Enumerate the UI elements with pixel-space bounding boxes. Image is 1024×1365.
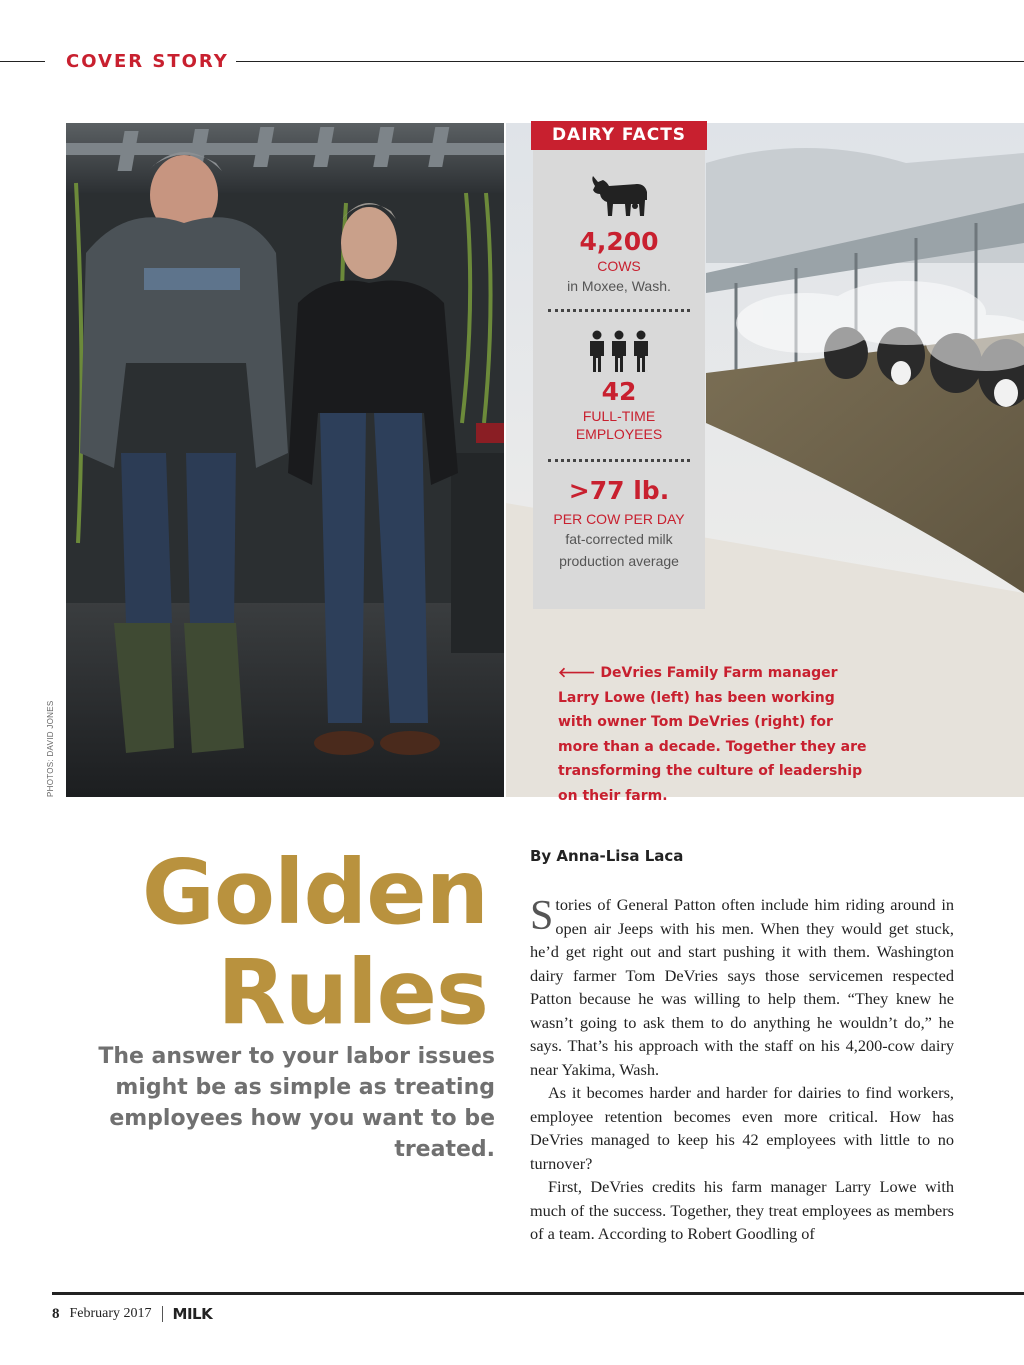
fact-milk-sub-line2: production average xyxy=(559,553,679,569)
fact-milk-sub-line1: fat-corrected milk xyxy=(565,531,673,547)
fact-employees-number: 42 xyxy=(601,377,637,406)
fact-cows-unit: COWS xyxy=(597,258,641,274)
article-title xyxy=(60,842,488,1042)
paragraph xyxy=(530,893,954,1081)
dairy-facts-box xyxy=(533,121,705,609)
article-body xyxy=(530,893,954,1246)
farmers-photo-illustration xyxy=(66,123,504,797)
fact-cows-number: 4,200 xyxy=(579,227,659,256)
page-number: 8 xyxy=(52,1305,60,1322)
header-rule-left xyxy=(0,61,45,62)
issue-date: February 2017 xyxy=(69,1306,152,1321)
people-icon xyxy=(586,330,652,372)
dairy-facts-title: DAIRY FACTS xyxy=(531,121,707,150)
fact-milk-unit: PER COW PER DAY xyxy=(553,511,685,527)
byline: By Anna-Lisa Laca xyxy=(530,847,684,865)
fact-cows-location: in Moxee, Wash. xyxy=(567,278,671,294)
section-label: COVER STORY xyxy=(66,51,229,72)
title-line-1: Golden xyxy=(141,840,488,944)
paragraph-text: tories of General Patton often include him riding around in open air Jeeps with his men. When they would get stuck, he’d get right out and start pushing it with them. Washington dairy farmer Tom DeVries says those servicemen respected Patton because he was willing to help them. “They knew he wasn’t going to ask them to do anything he wouldn’t do,” he says. That’s his approach with the staff on his 4,200-cow dairy near Yakima, Wash. xyxy=(530,895,954,1079)
fact-employees-unit-line1: FULL-TIME xyxy=(582,408,656,424)
header-rule-right xyxy=(236,61,1024,62)
cow-icon xyxy=(587,170,651,220)
title-line-2: Rules xyxy=(217,940,488,1044)
photo-credit: PHOTOS: DAVID JONES xyxy=(46,700,55,797)
article-deck: The answer to your labor issues might be as simple as treating employees how you want to be treated. xyxy=(98,1044,495,1162)
drop-cap: S xyxy=(530,893,554,939)
photo-caption xyxy=(558,661,868,808)
arrow-left-icon: 🡐 xyxy=(558,665,596,681)
caption-text: DeVries Family Farm manager Larry Lowe (left) has been working with owner Tom DeVries (right) for more than a decade. Together they are transforming the culture of leadership on their farm. xyxy=(558,665,867,804)
photo-farmers xyxy=(66,123,504,797)
magazine-name: MILK xyxy=(172,1305,213,1323)
fact-milk-number: >77 lb. xyxy=(568,476,670,505)
fact-employees-unit-line2: EMPLOYEES xyxy=(575,426,663,442)
paragraph: As it becomes harder and harder for dairies to find workers, employee retention becomes even more critical. How has DeVries managed to keep his 42 employees with little to no turnover? xyxy=(530,1083,954,1173)
page-footer xyxy=(52,1305,212,1323)
footer-separator xyxy=(162,1306,163,1322)
footer-rule xyxy=(52,1292,1024,1295)
paragraph: First, DeVries credits his farm manager Larry Lowe with much of the success. Together, they treat employees as members of a team. According to Robert Goodling of xyxy=(530,1177,954,1243)
